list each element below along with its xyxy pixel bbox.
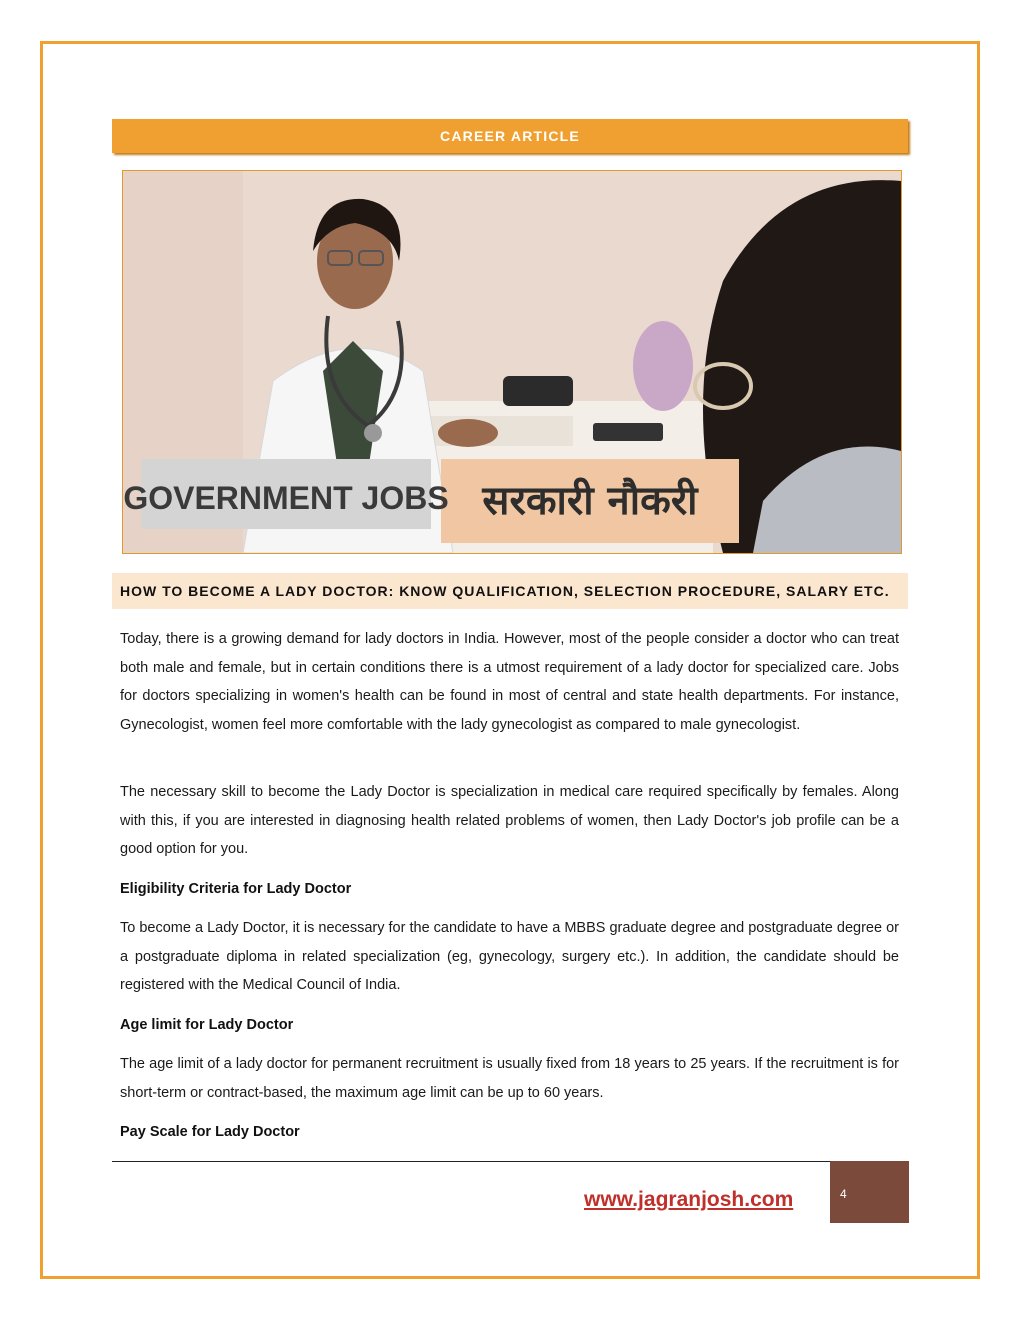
paragraph-age-limit: The age limit of a lady doctor for permanent recruitment is usually fixed from 18 years to 25 years. If the recruitment is for short-term or contract-based, the maximum age limit can be up to 60 years. [120,1056,899,1101]
heading-pay-scale: Pay Scale for Lady Doctor [120,1124,300,1140]
section-header-label: CAREER ARTICLE [440,128,580,144]
paragraph-skill: The necessary skill to become the Lady Doctor is specialization in medical care required specifically by females. Along with this, if you are interested in diagnosing health related problems of women, then Lady Doctor's job profile can be a good option for you. [120,784,899,857]
page-number: 4 [840,1187,847,1201]
paragraph-intro: Today, there is a growing demand for lady doctors in India. However, most of the people consider a doctor who can treat both male and female, but in certain conditions there is a utmost requirement of a lady doctor for specialized care. Jobs for doctors specializing in women's health can be found in most of central and state health departments. For instance, Gynecologist, women feel more comfortable with the lady gynecologist as compared to male gynecologist. [120,631,899,733]
article-title: HOW TO BECOME A LADY DOCTOR: KNOW QUALIFICATION, SELECTION PROCEDURE, SALARY ETC. [120,583,890,599]
footer-website-link[interactable]: www.jagranjosh.com [584,1188,794,1211]
heading-age-limit: Age limit for Lady Doctor [120,1017,294,1033]
hero-image [122,170,902,554]
section-header-bar [112,119,908,153]
page-number-box [830,1161,909,1223]
article-title-bar [112,573,908,609]
hero-caption-right: सरकारी नौकरी [482,478,698,524]
paragraph-eligibility: To become a Lady Doctor, it is necessary for the candidate to have a MBBS graduate degree and postgraduate degree or a postgraduate diploma in related specialization (eg, gynecology, surgery etc.). In addition, the candidate should be registered with the Medical Council of India. [120,920,899,993]
heading-eligibility: Eligibility Criteria for Lady Doctor [120,881,352,897]
hero-caption-left: GOVERNMENT JOBS [123,480,449,516]
hero-illustration [123,171,901,553]
footer-divider [112,1161,830,1162]
